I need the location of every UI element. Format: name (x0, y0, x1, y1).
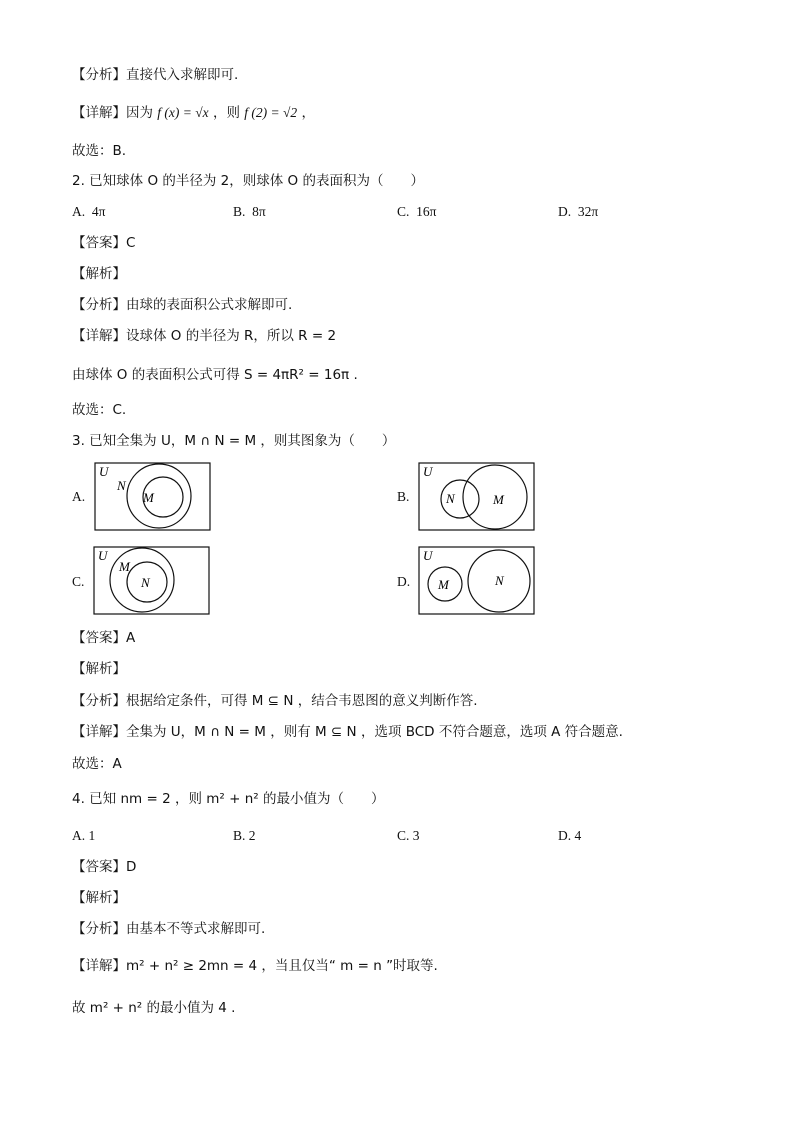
q2-option-c-letter: C. (397, 204, 410, 219)
venn-b-label-n: N (446, 491, 455, 506)
venn-diagram-b (418, 462, 536, 532)
q2-option-a (72, 203, 105, 221)
q4-answer: 【答案】D (72, 859, 137, 875)
q1-choice: 故选：B. (72, 143, 127, 159)
q2-option-d (558, 203, 598, 221)
venn-d-label-u: U (423, 548, 433, 563)
q2-option-b-text: 8π (252, 204, 266, 219)
q3-choice: 故选：A (72, 756, 122, 772)
q3-answer: 【答案】A (72, 630, 136, 646)
venn-c-label-u: U (98, 548, 108, 563)
q4-detail: 【详解】m² + n² ≥ 2mn = 4 ，当且仅当“ m = n ”时取等. (72, 958, 438, 974)
q1-detail-formula-1: f (x) = √x (157, 105, 209, 120)
venn-a-label-u: U (99, 464, 109, 479)
q2-answer: 【答案】C (72, 235, 136, 251)
q2-option-a-letter: A. (72, 204, 86, 219)
q2-option-d-text: 32π (577, 204, 599, 219)
venn-diagram-c (93, 546, 211, 616)
q2-option-c-text: 16π (416, 204, 437, 219)
q4-option-b-letter: B. (233, 828, 246, 843)
q4-option-c-letter: C. (397, 828, 410, 843)
q4-conclusion: 故 m² + n² 的最小值为 4 . (72, 1000, 236, 1016)
venn-d-label-n: N (495, 573, 504, 588)
q3-option-d-letter: D. (397, 574, 411, 589)
q4-option-d-letter: D. (558, 828, 572, 843)
q2-choice: 故选：C. (72, 402, 127, 418)
q2-jiexi: 【解析】 (72, 266, 126, 282)
q1-analysis: 【分析】直接代入求解即可. (72, 67, 239, 83)
venn-a-label-n: N (117, 478, 126, 493)
venn-c-label-m: M (119, 559, 130, 574)
q2-option-d-letter: D. (558, 204, 572, 219)
q2-option-c (397, 203, 436, 221)
q4-option-a-letter: A. (72, 828, 86, 843)
q2-option-b-letter: B. (233, 204, 246, 219)
q4-option-d-text: 4 (574, 828, 582, 843)
venn-diagram-a (94, 462, 212, 532)
q2-analysis: 【分析】由球的表面积公式求解即可. (72, 297, 293, 313)
q2-stem: 2. 已知球体 O 的半径为 2，则球体 O 的表面积为（ ） (72, 173, 424, 189)
q3-jiexi: 【解析】 (72, 661, 126, 677)
venn-d-label-m: M (438, 577, 449, 592)
q4-option-c (397, 827, 420, 845)
venn-diagram-d (418, 546, 536, 616)
q2-detail-2: 由球体 O 的表面积公式可得 S = 4πR² = 16π . (72, 367, 358, 383)
q1-detail-formula-2: f (2) = √2 (244, 105, 298, 120)
q1-detail-mid: ，则 (212, 105, 240, 121)
q4-option-a-text: 1 (88, 828, 96, 843)
q2-detail: 【详解】设球体 O 的半径为 R，所以 R = 2 (72, 328, 337, 344)
q3-stem: 3. 已知全集为 U，M ∩ N = M ，则其图象为（ ） (72, 433, 396, 449)
q3-option-c-letter: C. (72, 574, 85, 589)
venn-a-label-m: M (143, 490, 154, 505)
q3-detail: 【详解】全集为 U，M ∩ N = M ，则有 M ⊆ N ，选项 BCD 不符合题意，选项 A 符合题意. (72, 724, 623, 740)
q2-option-a-text: 4π (91, 204, 106, 219)
q4-analysis: 【分析】由基本不等式求解即可. (72, 921, 266, 937)
q4-option-c-text: 3 (412, 828, 420, 843)
venn-b-label-u: U (423, 464, 433, 479)
q4-jiexi: 【解析】 (72, 890, 126, 906)
q4-option-d (558, 827, 581, 845)
venn-b-label-m: M (493, 492, 504, 507)
q3-option-a-letter: A. (72, 489, 86, 504)
q1-detail (72, 104, 315, 122)
q2-option-b (233, 203, 266, 221)
q3-analysis: 【分析】根据给定条件，可得 M ⊆ N ，结合韦恩图的意义判断作答. (72, 693, 478, 709)
q1-detail-end: ， (301, 105, 315, 121)
q4-option-b (233, 827, 256, 845)
q3-option-b-letter: B. (397, 489, 410, 504)
q4-option-b-text: 2 (248, 828, 256, 843)
q4-stem: 4. 已知 nm = 2 ，则 m² + n² 的最小值为（ ） (72, 791, 385, 807)
q4-option-a (72, 827, 95, 845)
venn-c-label-n: N (141, 575, 150, 590)
q1-detail-prefix: 【详解】因为 (72, 105, 153, 121)
